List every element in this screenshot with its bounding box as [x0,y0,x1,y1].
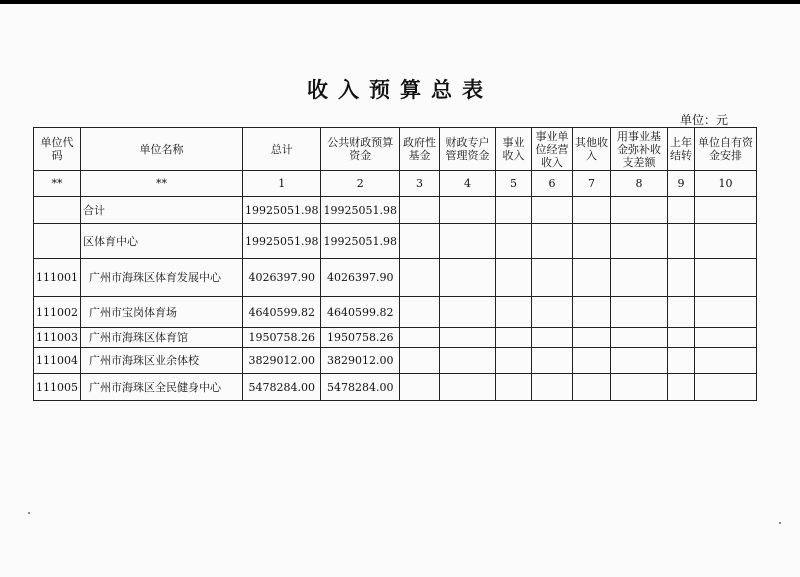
unit-name: 广州市海珠区全民健身中心 [81,374,243,401]
table-row [34,328,757,348]
index-cell: ** [34,171,81,197]
total-value: 19925051.98 [243,224,321,259]
header-cell: 单位名称 [81,128,243,171]
index-cell: 9 [667,171,694,197]
unit-name: 广州市宝岗体育场 [81,297,243,328]
header-cell: 总计 [243,128,321,171]
index-cell: 8 [610,171,667,197]
document-title: 收入预算总表 [307,78,493,102]
total-value: 4640599.82 [243,297,321,328]
total-value: 5478284.00 [243,374,321,401]
unit-label: 单位：元 [680,113,729,127]
scan-top-edge [0,0,800,4]
unit-name: 区体育中心 [81,224,243,259]
total-value: 3829012.00 [243,348,321,374]
index-cell: 7 [572,171,610,197]
unit-code: 111003 [34,328,81,348]
header-cell: 用事业基金弥补收支差额 [610,128,667,171]
header-cell: 政府性基金 [399,128,439,171]
index-row [34,171,757,197]
header-cell: 单位代码 [34,128,81,171]
table-row [34,374,757,401]
index-cell: ** [81,171,243,197]
header-row [34,128,757,171]
table-row [34,197,757,224]
scan-speck [28,512,30,514]
unit-name: 合计 [81,197,243,224]
unit-name: 广州市海珠区体育发展中心 [81,259,243,297]
index-cell: 10 [694,171,756,197]
index-cell: 2 [321,171,399,197]
header-cell: 其他收入 [572,128,610,171]
index-cell: 3 [399,171,439,197]
public-finance-value: 19925051.98 [321,224,399,259]
table-row [34,259,757,297]
header-cell: 上年结转 [667,128,694,171]
index-cell: 5 [495,171,531,197]
unit-name: 广州市海珠区业余体校 [81,348,243,374]
public-finance-value: 19925051.98 [321,197,399,224]
scan-speck [779,522,781,524]
index-cell: 6 [531,171,572,197]
unit-code: 111001 [34,259,81,297]
unit-code: 111002 [34,297,81,328]
public-finance-value: 4026397.90 [321,259,399,297]
table-row [34,224,757,259]
header-cell: 公共财政预算资金 [321,128,399,171]
header-cell: 财政专户管理资金 [439,128,495,171]
table-row [34,348,757,374]
revenue-budget-table [33,127,757,401]
index-cell: 1 [243,171,321,197]
public-finance-value: 5478284.00 [321,374,399,401]
index-cell: 4 [439,171,495,197]
header-cell: 事业收入 [495,128,531,171]
unit-name: 广州市海珠区体育馆 [81,328,243,348]
unit-code [34,224,81,259]
unit-code [34,197,81,224]
total-value: 19925051.98 [243,197,321,224]
total-value: 1950758.26 [243,328,321,348]
public-finance-value: 4640599.82 [321,297,399,328]
table-row [34,297,757,328]
public-finance-value: 1950758.26 [321,328,399,348]
unit-code: 111004 [34,348,81,374]
public-finance-value: 3829012.00 [321,348,399,374]
header-cell: 单位自有资金安排 [694,128,756,171]
unit-code: 111005 [34,374,81,401]
header-cell: 事业单位经营收入 [531,128,572,171]
total-value: 4026397.90 [243,259,321,297]
